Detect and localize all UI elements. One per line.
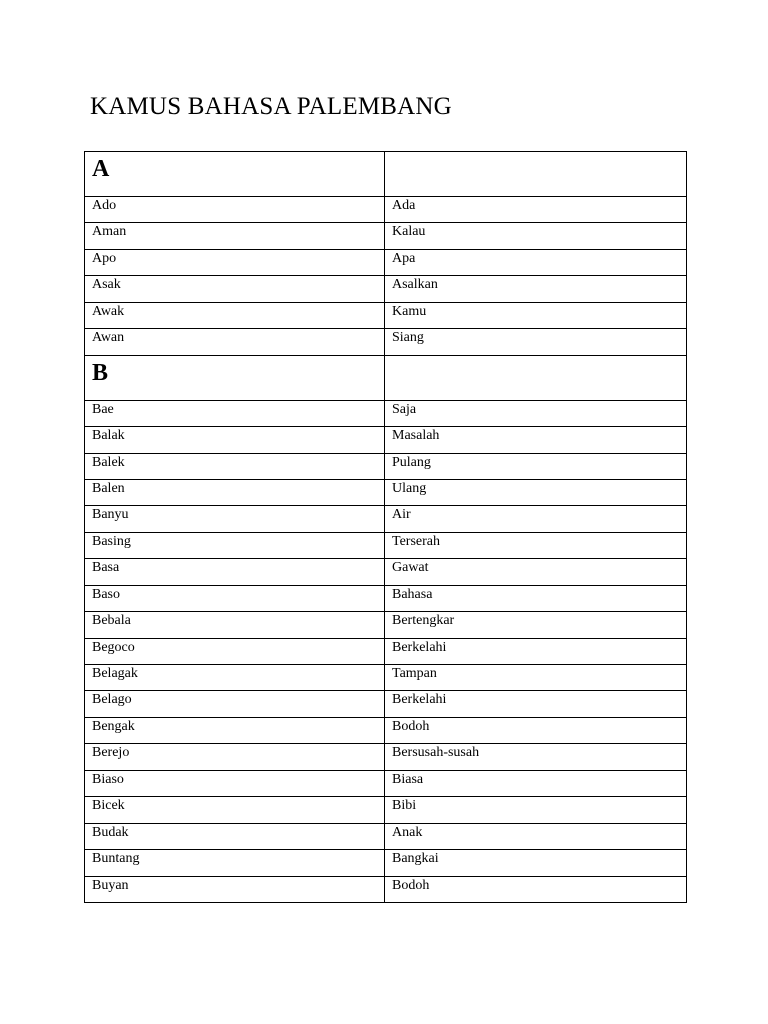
palembang-word: Budak	[85, 823, 385, 849]
palembang-word: Berejo	[85, 744, 385, 770]
table-row	[85, 276, 687, 302]
section-header-row	[85, 152, 687, 197]
indonesian-word: Bodoh	[385, 717, 687, 743]
indonesian-word: Kamu	[385, 302, 687, 328]
indonesian-word: Asalkan	[385, 276, 687, 302]
palembang-word: Basa	[85, 559, 385, 585]
table-row	[85, 249, 687, 275]
table-row	[85, 717, 687, 743]
dictionary-body	[85, 152, 687, 903]
indonesian-word: Bibi	[385, 797, 687, 823]
table-row	[85, 823, 687, 849]
table-row	[85, 559, 687, 585]
section-empty-cell	[385, 355, 687, 400]
table-row	[85, 665, 687, 691]
indonesian-word: Berkelahi	[385, 638, 687, 664]
palembang-word: Awak	[85, 302, 385, 328]
indonesian-word: Bodoh	[385, 876, 687, 902]
indonesian-word: Bahasa	[385, 585, 687, 611]
palembang-word: Apo	[85, 249, 385, 275]
indonesian-word: Ulang	[385, 479, 687, 505]
page-title: KAMUS BAHASA PALEMBANG	[90, 93, 452, 120]
palembang-word: Belagak	[85, 665, 385, 691]
table-row	[85, 400, 687, 426]
table-row	[85, 744, 687, 770]
indonesian-word: Masalah	[385, 427, 687, 453]
table-row	[85, 585, 687, 611]
palembang-word: Bae	[85, 400, 385, 426]
palembang-word: Balek	[85, 453, 385, 479]
section-header-row	[85, 355, 687, 400]
palembang-word: Bebala	[85, 612, 385, 638]
indonesian-word: Berkelahi	[385, 691, 687, 717]
palembang-word: Begoco	[85, 638, 385, 664]
table-row	[85, 427, 687, 453]
table-row	[85, 197, 687, 223]
indonesian-word: Bertengkar	[385, 612, 687, 638]
palembang-word: Baso	[85, 585, 385, 611]
palembang-word: Balak	[85, 427, 385, 453]
table-row	[85, 479, 687, 505]
table-row	[85, 876, 687, 902]
palembang-word: Banyu	[85, 506, 385, 532]
section-letter: B	[85, 355, 385, 400]
table-row	[85, 506, 687, 532]
table-row	[85, 329, 687, 355]
palembang-word: Belago	[85, 691, 385, 717]
indonesian-word: Siang	[385, 329, 687, 355]
palembang-word: Basing	[85, 532, 385, 558]
table-row	[85, 638, 687, 664]
palembang-word: Aman	[85, 223, 385, 249]
section-empty-cell	[385, 152, 687, 197]
palembang-word: Balen	[85, 479, 385, 505]
indonesian-word: Apa	[385, 249, 687, 275]
palembang-word: Bengak	[85, 717, 385, 743]
table-row	[85, 612, 687, 638]
section-letter: A	[85, 152, 385, 197]
indonesian-word: Gawat	[385, 559, 687, 585]
palembang-word: Buntang	[85, 850, 385, 876]
palembang-word: Awan	[85, 329, 385, 355]
indonesian-word: Bersusah-susah	[385, 744, 687, 770]
indonesian-word: Biasa	[385, 770, 687, 796]
indonesian-word: Kalau	[385, 223, 687, 249]
indonesian-word: Pulang	[385, 453, 687, 479]
table-row	[85, 223, 687, 249]
indonesian-word: Bangkai	[385, 850, 687, 876]
table-row	[85, 302, 687, 328]
table-row	[85, 770, 687, 796]
table-row	[85, 850, 687, 876]
indonesian-word: Ada	[385, 197, 687, 223]
palembang-word: Asak	[85, 276, 385, 302]
table-row	[85, 691, 687, 717]
palembang-word: Buyan	[85, 876, 385, 902]
palembang-word: Bicek	[85, 797, 385, 823]
table-row	[85, 453, 687, 479]
indonesian-word: Saja	[385, 400, 687, 426]
palembang-word: Ado	[85, 197, 385, 223]
palembang-word: Biaso	[85, 770, 385, 796]
table-row	[85, 797, 687, 823]
dictionary-table	[84, 151, 687, 903]
indonesian-word: Terserah	[385, 532, 687, 558]
indonesian-word: Tampan	[385, 665, 687, 691]
table-row	[85, 532, 687, 558]
indonesian-word: Anak	[385, 823, 687, 849]
indonesian-word: Air	[385, 506, 687, 532]
